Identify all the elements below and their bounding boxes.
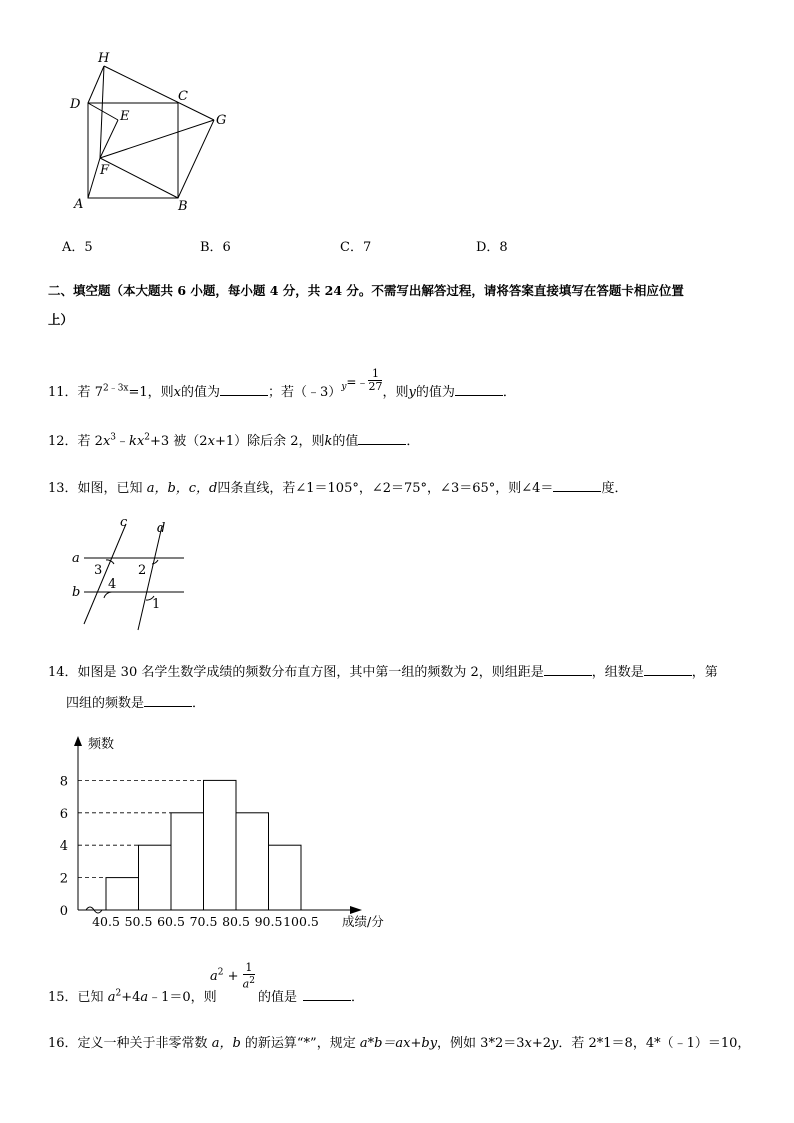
x-tick-label-80.5: 80.5 <box>222 914 250 929</box>
histogram-bar-3 <box>171 813 204 910</box>
label-c-line: c <box>120 515 128 530</box>
label-f: F <box>100 163 110 178</box>
q15-text2: ﹣1＝0，则 <box>148 990 217 1005</box>
label-angle-3: 3 <box>94 563 103 578</box>
section-heading <box>48 281 684 299</box>
option-b: B．6 <box>200 240 231 255</box>
q11-exp: 2﹣3x <box>102 383 129 394</box>
segment-ef <box>100 120 118 158</box>
label-angle-4: 4 <box>108 577 117 592</box>
q16-def: a*b＝ax+by <box>359 1036 438 1051</box>
question-13 <box>48 477 627 496</box>
q12-text2: 的值 <box>332 434 359 449</box>
segment-gb <box>178 120 214 198</box>
histogram-bar-5 <box>236 813 269 910</box>
q15-a2: a <box>140 990 149 1005</box>
q11-text2: 的值为 <box>181 385 221 400</box>
question-16 <box>48 1032 750 1051</box>
q16-text3: ，例如 3*2＝3 <box>437 1036 525 1051</box>
q15-tail <box>258 986 364 1005</box>
segment-hd <box>88 66 104 103</box>
q15-exp1: 2 <box>115 988 122 999</box>
q15-num: 15．已知 <box>48 990 108 1005</box>
label-angle-1: 1 <box>152 597 161 612</box>
y-tick-label-6: 6 <box>60 806 68 822</box>
q16-text5: ．若 2*1＝8，4*（﹣1）＝10， <box>558 1036 751 1051</box>
q12-k2: k <box>324 434 333 449</box>
q15-a1: a <box>107 990 116 1005</box>
q12-exp2: 2 <box>144 432 151 443</box>
label-b-line: b <box>72 585 81 600</box>
q15-text3: 的值是 <box>258 990 298 1005</box>
q13-blank[interactable] <box>553 479 601 492</box>
q11-base: 7 <box>94 385 103 400</box>
q12-x1: x <box>102 434 111 449</box>
section-heading-line1: 二、填空题（本大题共 6 小题，每小题 4 分，共 24 分。不需写出解答过程，请将答案直接填写在答题卡相应位置 <box>48 283 684 298</box>
angle-arc-2 <box>152 560 158 564</box>
y-tick-label-4: 4 <box>60 839 68 855</box>
q16-text1: 16．定义一种关于非零常数 <box>48 1036 212 1051</box>
option-d: D．8 <box>476 240 508 255</box>
histogram-bar-2 <box>139 845 172 910</box>
label-g: G <box>216 113 227 128</box>
q11-blank1[interactable] <box>220 383 268 396</box>
y-tick-label-8: 8 <box>60 774 68 790</box>
q12-end: ． <box>406 434 420 449</box>
label-angle-2: 2 <box>138 563 147 578</box>
q11-end: ． <box>502 385 516 400</box>
question-14-line2 <box>66 692 205 711</box>
q15-blank[interactable] <box>303 988 351 1001</box>
y-tick-label-0: 0 <box>60 904 68 919</box>
q11-num: 11．若 <box>48 385 91 400</box>
q15-text1: +4 <box>121 990 141 1005</box>
q13-vars: a，b，c，d <box>146 481 218 496</box>
label-d: D <box>70 97 81 112</box>
label-e: E <box>120 109 130 124</box>
q14-text2: ，组数是 <box>591 665 644 680</box>
question-14-line1 <box>48 661 718 680</box>
q11-var-y: y <box>408 385 416 400</box>
q13-text2: 四条直线，若∠1＝105°，∠2＝75°，∠3＝65°，则∠4＝ <box>217 481 554 496</box>
y-axis-title: 频数 <box>88 737 115 752</box>
q12-minus: ﹣ <box>116 434 130 449</box>
question-11 <box>48 367 516 405</box>
line-d <box>138 526 162 630</box>
label-a-line: a <box>72 551 80 566</box>
q14-text4: 四组的频数是 <box>66 696 145 711</box>
parallel-lines-figure <box>64 512 194 634</box>
label-b: B <box>178 199 188 214</box>
q12-text1: +1）除后余 2，则 <box>214 434 325 449</box>
q16-text4: +2 <box>531 1036 552 1051</box>
label-c: C <box>178 89 188 104</box>
x-axis-title: 成绩/分 <box>342 914 384 929</box>
q14-text3: ，第 <box>691 665 718 680</box>
q12-blank[interactable] <box>358 432 406 445</box>
q16-y: y <box>551 1036 559 1051</box>
q13-end: 度． <box>601 481 628 496</box>
label-h: H <box>98 51 110 66</box>
q15-end: ． <box>351 990 365 1005</box>
histogram-bar-4 <box>204 780 237 910</box>
q12-exp3: 3 <box>110 432 117 443</box>
y-axis-arrow <box>74 736 82 746</box>
y-tick-label-2: 2 <box>60 871 68 887</box>
q14-text1: 14．如图是 30 名学生数学成绩的频数分布直方图，其中第一组的频数为 2，则组距是 <box>48 665 544 680</box>
histogram-chart <box>60 730 400 930</box>
segment-fb <box>100 158 178 198</box>
section-heading-line2: 上） <box>48 312 74 327</box>
q11-fraction <box>368 368 382 393</box>
x-tick-label-70.5: 70.5 <box>189 914 218 929</box>
q14-blank3[interactable] <box>144 694 192 707</box>
q11-eq: =﹣ <box>346 375 369 389</box>
q15-expression <box>210 962 255 991</box>
geometry-figure <box>60 48 240 218</box>
segment-fa <box>88 158 100 198</box>
q11-var-y-exp: y <box>341 381 347 392</box>
q16-x: x <box>524 1036 532 1051</box>
x-tick-label-40.5: 40.5 <box>92 914 120 929</box>
x-tick-label-100.5: 100.5 <box>283 914 319 929</box>
q15-frac-num: 1 <box>243 962 255 975</box>
q12-num: 12．若 2 <box>48 434 103 449</box>
option-a: A．5 <box>62 240 93 255</box>
q12-plus: +3 被（2 <box>150 434 208 449</box>
q15-frac-den-a: a <box>242 977 250 991</box>
q15-expr-plus: + <box>223 968 243 984</box>
q12-x3: x <box>207 434 215 449</box>
histogram-bar-6 <box>269 845 302 910</box>
q15-expr-a: a <box>210 968 218 984</box>
q11-var-x: x <box>173 385 182 400</box>
question-15 <box>48 986 217 1005</box>
q16-ab: a，b <box>211 1036 241 1051</box>
q11-text4: ，则 <box>382 385 409 400</box>
q15-frac-den <box>243 975 255 991</box>
question-12 <box>48 430 419 449</box>
x-axis-arrow <box>350 906 362 914</box>
q12-k1: k <box>129 434 137 449</box>
segment-de <box>88 103 118 120</box>
segment-fg <box>100 120 214 158</box>
x-tick-label-90.5: 90.5 <box>254 914 283 929</box>
q11-text: =1，则 <box>128 385 174 400</box>
q11-frac-num: 1 <box>368 368 382 381</box>
angle-arc-4 <box>104 592 112 598</box>
q15-fraction <box>243 962 255 991</box>
q16-text2: 的新运算“*”，规定 <box>240 1036 360 1051</box>
x-tick-label-50.5: 50.5 <box>124 914 153 929</box>
label-a: A <box>74 197 84 212</box>
x-tick-label-60.5: 60.5 <box>157 914 185 929</box>
q13-text: 13．如图，已知 <box>48 481 147 496</box>
q12-x2: x <box>136 434 145 449</box>
q11-text5: 的值为 <box>415 385 455 400</box>
q11-text3: ；若（﹣3） <box>268 385 342 400</box>
q15-expr-exp: 2 <box>217 967 224 978</box>
q11-blank2[interactable] <box>455 383 503 396</box>
option-c: C．7 <box>340 240 372 255</box>
q15-frac-den-exp: 2 <box>249 976 255 986</box>
label-d-line: d <box>157 521 166 536</box>
q14-blank2[interactable] <box>644 663 692 676</box>
q11-frac-den: 27 <box>368 380 383 393</box>
q14-blank1[interactable] <box>544 663 592 676</box>
q14-end: ． <box>192 696 206 711</box>
histogram-bar-1 <box>106 878 139 910</box>
line-c <box>84 524 126 624</box>
